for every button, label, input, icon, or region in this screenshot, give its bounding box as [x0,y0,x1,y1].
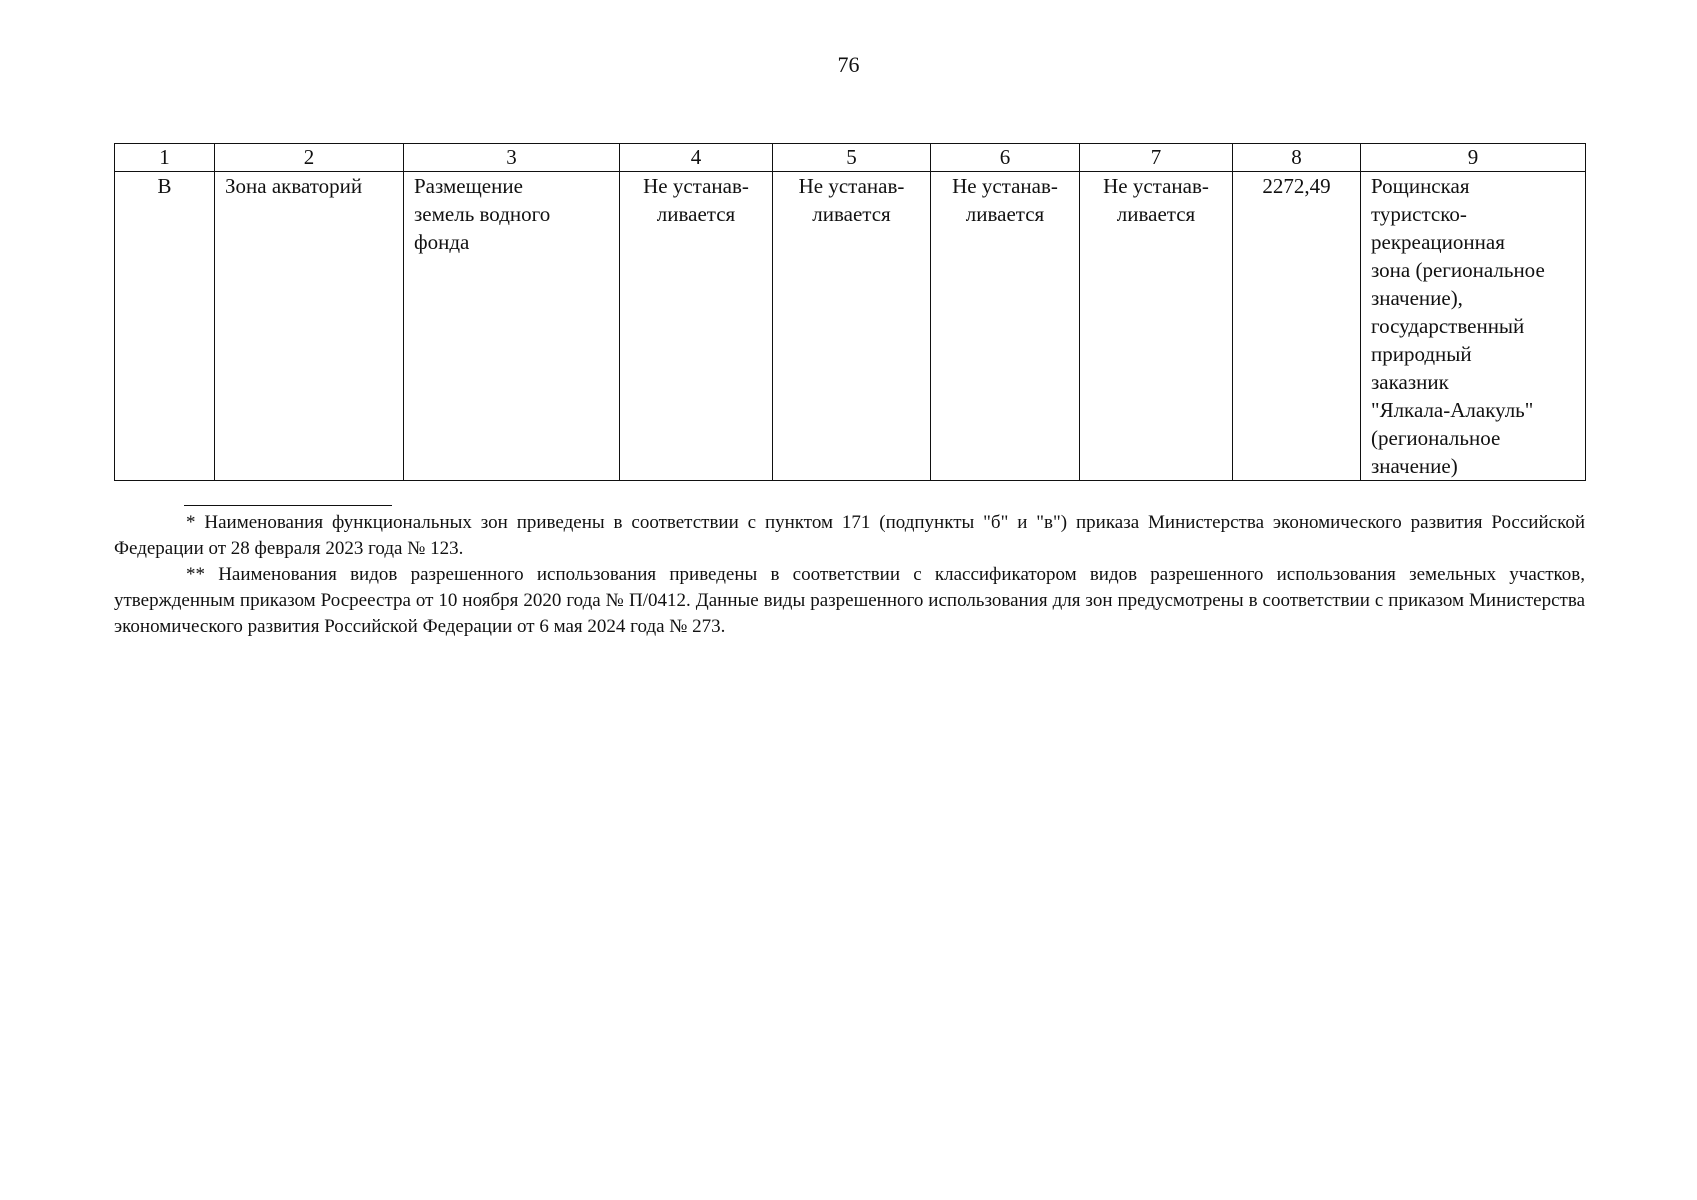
header-cell: 6 [931,144,1080,172]
cell-line: государственный [1371,314,1525,338]
parameter-cell-7 [1080,172,1233,481]
cell-line: рекреационная [1371,230,1505,254]
cell-line: земель водного [414,202,551,226]
cell-line: значение) [1371,454,1458,478]
notes-cell [1361,172,1586,481]
page-number: 76 [837,52,860,77]
parameter-cell-5 [773,172,931,481]
header-cell: 3 [404,144,620,172]
zones-table [114,143,1586,481]
cell-line: ливается [965,202,1045,226]
zone-name-cell: Зона акваторий [215,172,404,481]
header-cell: 1 [115,144,215,172]
footnotes [114,510,1585,640]
cell-line: Рощинская [1371,174,1470,198]
zone-code-cell: В [115,172,215,481]
cell-line: Не устанав- [798,174,905,198]
header-cell: 2 [215,144,404,172]
cell-line: Не устанав- [1103,174,1209,198]
cell-line: значение), [1371,286,1463,310]
cell-line: "Ялкала-Алакуль" [1371,398,1534,422]
cell-line: зона (региональное [1371,258,1545,282]
cell-line: туристско- [1371,202,1467,226]
cell-line: заказник [1371,370,1449,394]
footnote-divider [184,505,392,506]
header-cell: 7 [1080,144,1233,172]
footnote-functional-zones: * Наименования функциональных зон приведены в соответствии с пунктом 171 (подпункты "б" и "в") приказа Министерства экономического развития Российской Федерации от 28 февраля 2023 года № 123. [114,512,1585,559]
parameter-cell-4 [620,172,773,481]
parameter-cell-6 [931,172,1080,481]
cell-line: Размещение [414,174,523,198]
table-row [115,172,1586,481]
header-cell: 5 [773,144,931,172]
cell-line: фонда [414,230,470,254]
table-header-row [115,144,1586,172]
cell-line: ливается [812,202,891,226]
header-cell: 8 [1233,144,1361,172]
header-cell: 9 [1361,144,1586,172]
cell-line: Не устанав- [643,174,749,198]
cell-line: ливается [1116,202,1196,226]
cell-line: ливается [656,202,736,226]
cell-line: природный [1371,342,1472,366]
footnote-permitted-use: ** Наименования видов разрешенного использования приведены в соответствии с классификатором видов разрешенного использования земельных участков, утвержденным приказом Росреестра от 10 ноября 2020 года № П/0412. Данные виды разрешенного использования для зон предусмотрены в соответствии с приказом Министерства экономического развития Российской Федерации от 6 мая 2024 года № 273. [114,564,1585,637]
cell-line: (региональное [1371,426,1501,450]
cell-line: Не устанав- [952,174,1058,198]
area-value-cell: 2272,49 [1233,172,1361,481]
permitted-use-cell [404,172,620,481]
header-cell: 4 [620,144,773,172]
